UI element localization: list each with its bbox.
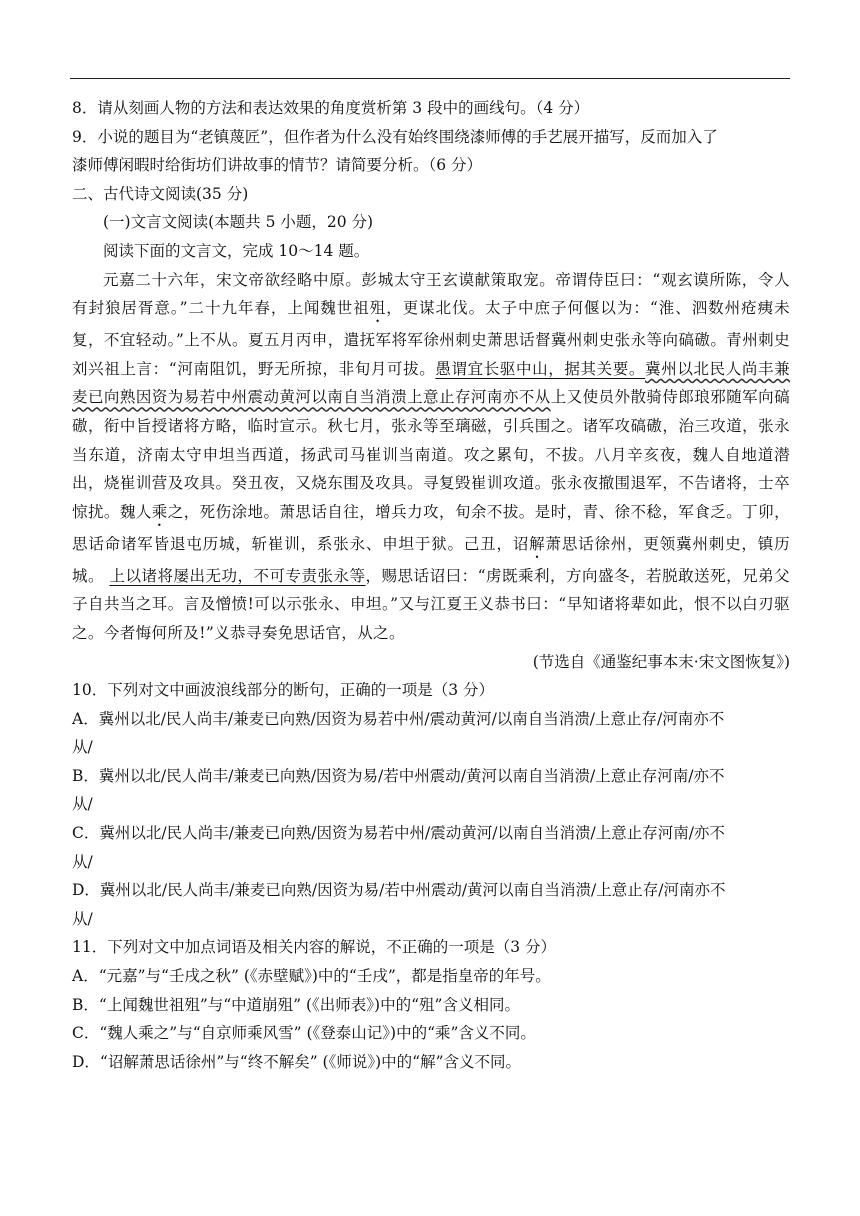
- question-11-option-c: C．“魏人乘之”与“自京师乘风雪” (《登泰山记》)中的“乘”含义不同。: [72, 1024, 536, 1043]
- question-10-option-b: [72, 762, 790, 819]
- option-line-2: 从/: [72, 738, 93, 757]
- document-page: [72, 94, 790, 1076]
- subsection-title: (一)文言文阅读(本题共 5 小题，20 分): [103, 213, 374, 232]
- dotted-word-cu: 殂: [369, 299, 387, 318]
- section-title: 二、古代诗文阅读(35 分): [72, 184, 249, 203]
- reading-instruction: 阅读下面的文言文，完成 10～14 题。: [103, 241, 370, 260]
- question-10-option-a: [72, 705, 790, 762]
- passage-paragraph: [72, 266, 790, 648]
- passage-text-3: 愚谓宜长驱中山，据其关要。: [435, 359, 646, 378]
- header-rule: [70, 78, 790, 79]
- passage-text-2: ，更谋北伐。太子中庶子何偃以为：“淮、泗数州疮痍未复，不宜轻动。”上不从。夏五月丙申，遣抚军将军徐州刺史萧思话督冀州刺史张永等向碻磝。青州刺史刘兴祖上言：: [72, 299, 790, 378]
- passage-quote: “河南阻饥，野无所掠，非旬月可拔。: [168, 359, 436, 378]
- passage-source: (节选自《通鉴纪事本末·宋文图恢复》): [532, 652, 790, 671]
- option-line-1: C．冀州以北/民人尚丰/兼麦已向熟/因资为易若中州/震动黄河/以南自当消溃/上意止存河南/亦不: [72, 824, 725, 843]
- option-line-2: 从/: [72, 795, 93, 814]
- passage-text-5: 之，死伤涂地。萧思话自往，增兵力攻，旬余不拔。是时，青、徐不稔，军食乏。丁卯，思话命诸军皆退屯历城，斩崔训，系张永、申坦于狱。己丑，诏: [72, 502, 790, 553]
- underlined-sentence: 上以诸将屡出无功，不可专责张永等: [109, 566, 366, 585]
- classical-passage: [72, 266, 790, 648]
- question-11-option-d: D．“诏解萧思话徐州”与“终不解矣” (《师说》)中的“解”含义不同。: [72, 1052, 521, 1071]
- option-line-2: 从/: [72, 852, 93, 871]
- question-9-line-1: 9．小说的题目为“老镇蔑匠”，但作者为什么没有始终围绕漆师傅的手艺展开描写，反而加入了: [72, 127, 718, 146]
- passage-text-6: 萧思话徐州，更领冀州刺史，镇历城。: [72, 534, 790, 585]
- question-10-option-c: [72, 819, 790, 876]
- passage-text-4: 上又使员外散骑侍郎琅邪随军向碻磝，衔中旨授诸将方略，临时宣示。秋七月，张永等至璃磁，引兵围之。诸军攻碻磝，治三攻道，张永当东道，济南太守申坦当西道，扬武司马崔训当南道。攻之累旬，不拔。八月辛亥夜，魏人自地道潜出，烧崔训营及攻具。癸丑夜，又烧东围及攻具。寻复毁崔训攻道。张永夜撤围退军，不告诸将，士卒惊扰。魏人: [72, 388, 790, 521]
- option-line-1: B．冀州以北/民人尚丰/兼麦已向熟/因资为易/若中州震动/黄河以南自当消溃/上意止存河南/亦不: [72, 766, 725, 785]
- question-10-stem: 10．下列对文中画波浪线部分的断句，正确的一项是（3 分）: [72, 681, 495, 700]
- dotted-word-cheng: 乘: [151, 502, 168, 521]
- question-11-option-b: B．“上闻魏世祖殂”与“中道崩殂” (《出师表》)中的“殂”含义相同。: [72, 995, 520, 1014]
- question-8: 8．请从刻画人物的方法和表达效果的角度赏析第 3 段中的画线句。（4 分）: [72, 99, 590, 117]
- question-11-stem: 11．下列对文中加点词语及相关内容的解说，不正确的一项是（3 分）: [72, 938, 557, 957]
- question-9-line-2: 漆师傅闲暇时给街坊们讲故事的情节？请简要分析。（6 分）: [72, 156, 483, 175]
- question-11-option-a: A．“元嘉”与“壬戌之秋” (《赤壁赋》)中的“壬戌”，都是指皇帝的年号。: [72, 967, 551, 986]
- dotted-word-jie: 解: [529, 534, 546, 553]
- question-10-option-d: [72, 876, 790, 933]
- option-line-2: 从/: [72, 909, 93, 928]
- passage-text-7: ，赐思话诏曰：“虏既乘利，方向盛冬，若脱敢送死，兄弟父子自共当之耳。言及憎愤!可以示张永、申坦。”又与江夏王义恭书曰：“早知诸将辈如此，恨不以白刃驱之。今者悔何所及!”义恭寻奏免思话官，从之。: [72, 566, 790, 642]
- option-line-1: A．冀州以北/民人尚丰/兼麦已向熟/因资为易若中州/震动黄河/以南自当消溃/上意止存/河南亦不: [72, 709, 725, 728]
- wavy-underlined-sentence: 冀州以北民人尚丰兼麦已向熟因资为易若中州震动黄河以南自当消溃上意止存河南亦不从: [72, 359, 790, 407]
- option-line-1: D．冀州以北/民人尚丰/兼麦已向熟/因资为易/若中州震动/黄河以南自当消溃/上意止存/河南亦不: [72, 881, 726, 900]
- passage-text-1: 元嘉二十六年，宋文帝欲经略中原。彭城太守王玄谟献策取宠。帝谓侍臣曰：“观玄谟所陈，令人有封狼居胥意。”二十九年春，上闻魏世祖: [72, 270, 790, 318]
